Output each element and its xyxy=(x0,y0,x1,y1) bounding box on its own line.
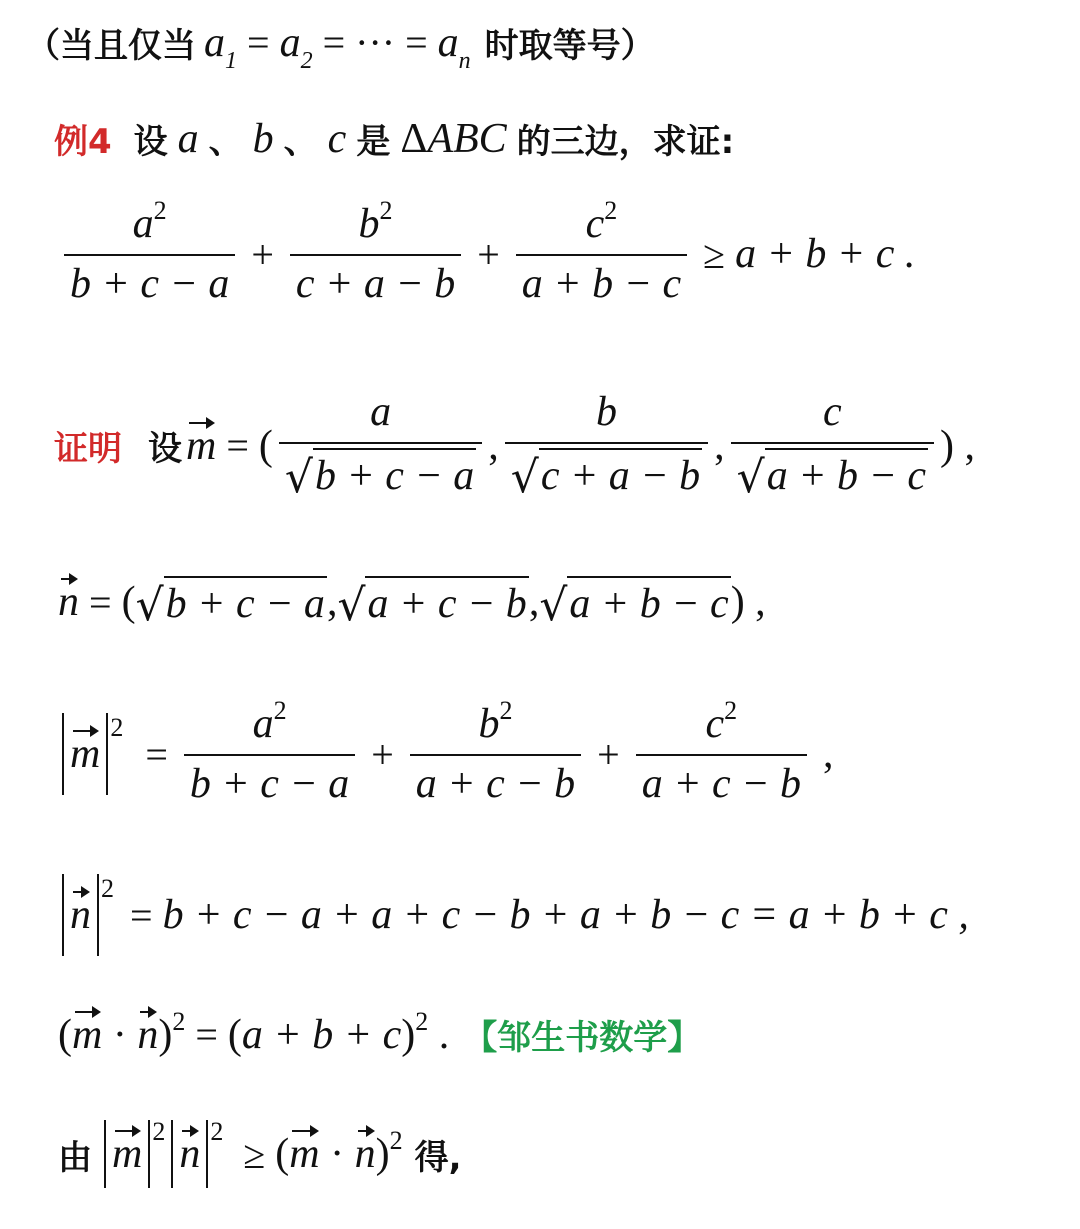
fraction-m2: b √ c + a − b xyxy=(505,388,708,503)
fraction-nm2: $\frac{b^2}{a + c - b}$ xyxy=(410,700,581,808)
fraction-m3: c √ a + b − c xyxy=(731,388,934,503)
norm-n-expansion: b + c − a + a + c − b + a + b − c = a + b + c , xyxy=(162,892,969,938)
eq-an: $a_n$ xyxy=(437,19,471,74)
norm-m-squared xyxy=(60,696,1080,808)
vector-m: m xyxy=(186,422,217,469)
rhs-sum: a + b + c . xyxy=(735,231,916,277)
plus-op: + xyxy=(477,231,500,277)
example-text-prove: 的三边，求证: xyxy=(516,122,735,162)
separator: 、 xyxy=(208,122,243,162)
plus-op: + xyxy=(251,231,274,277)
var-b: b xyxy=(252,115,274,162)
eq-op: = xyxy=(89,579,112,625)
cauchy-schwarz-line xyxy=(58,1117,1080,1188)
geq-op: ≥ xyxy=(703,231,726,277)
main-inequality xyxy=(58,196,1080,308)
sqrt-n2: √ a + c − b xyxy=(337,576,528,628)
comma: , xyxy=(488,422,499,469)
eq-op: = ··· = xyxy=(322,20,428,65)
abs-n: n xyxy=(62,874,99,956)
equality-condition-tail: 时取等号） xyxy=(484,26,655,66)
vector-n-definition xyxy=(58,576,1080,631)
eq-a1: $a_1$ xyxy=(204,19,237,74)
eq-a2: $a_2$ xyxy=(279,19,313,74)
dot-product: $(m \cdot n)^2$ xyxy=(275,1126,403,1177)
watermark-text: 【邹生书数学】 xyxy=(463,1018,702,1058)
example-text-is: 是 xyxy=(356,122,391,162)
fraction-nm1: $\frac{a^2}{b + c - a}$ xyxy=(184,700,355,808)
fraction-m1: a √ b + c − a xyxy=(279,388,482,503)
eq-op: = xyxy=(130,892,153,938)
triangle-abc: ΔABC xyxy=(400,115,507,162)
fraction-c2: $\frac{c^2}{a + b - c}$ xyxy=(516,200,687,308)
comma: , xyxy=(326,579,338,625)
norm-n-squared xyxy=(60,874,1080,956)
paren: ) , xyxy=(940,422,976,469)
sup-2: 2 xyxy=(110,713,124,742)
last-suffix: 得, xyxy=(414,1137,462,1178)
last-prefix: 由 xyxy=(58,1137,92,1178)
plus-op: + xyxy=(597,731,620,777)
plus-op: + xyxy=(371,731,394,777)
geq-op: ≥ xyxy=(243,1131,266,1177)
equality-condition-line xyxy=(26,18,1080,74)
sqrt-n3: √ a + b − c xyxy=(539,576,730,628)
abs-m: m xyxy=(104,1120,150,1188)
dot-product: $(m \cdot n)^2$ xyxy=(58,1006,186,1058)
comma: , xyxy=(528,579,540,625)
paren: ( xyxy=(258,422,273,469)
vector-n: n xyxy=(58,579,79,625)
proof-vector-m xyxy=(54,388,1080,503)
paren: ) , xyxy=(730,579,766,625)
abs-n: n xyxy=(171,1120,208,1188)
eq-op: = xyxy=(145,731,168,777)
example-statement xyxy=(54,114,1080,163)
comma: , xyxy=(714,422,725,469)
sqrt-n1: √ b + c − a xyxy=(136,576,327,628)
fraction-nm3: $\frac{c^2}{a + c - b}$ xyxy=(636,700,807,808)
abs-m: m xyxy=(62,713,108,795)
sup-2: 2 xyxy=(152,1117,166,1146)
var-a: a xyxy=(177,115,199,162)
proof-set: 设 xyxy=(148,429,182,469)
example-text-set: 设 xyxy=(133,122,168,162)
sup-2: 2 xyxy=(101,874,114,903)
proof-label: 证明 xyxy=(54,429,122,469)
dot-product-squared xyxy=(58,1006,1080,1059)
sum-squared: $(a + b + c)^2$ . xyxy=(227,1006,450,1058)
example-label: 例4 xyxy=(54,122,112,162)
var-c: c xyxy=(327,115,347,162)
comma: , xyxy=(823,731,834,777)
fraction-b2: $\frac{b^2}{c + a - b}$ xyxy=(290,200,461,308)
separator: 、 xyxy=(283,122,318,162)
sup-2: 2 xyxy=(210,1117,224,1146)
paren: ( xyxy=(121,579,136,625)
eq-op: = xyxy=(195,1012,218,1057)
fraction-a2: $\frac{a^2}{b + c - a}$ xyxy=(64,200,235,308)
eq-op: = xyxy=(226,423,249,468)
equality-condition-open: （当且仅当 xyxy=(26,26,196,66)
eq-op: = xyxy=(247,20,270,65)
